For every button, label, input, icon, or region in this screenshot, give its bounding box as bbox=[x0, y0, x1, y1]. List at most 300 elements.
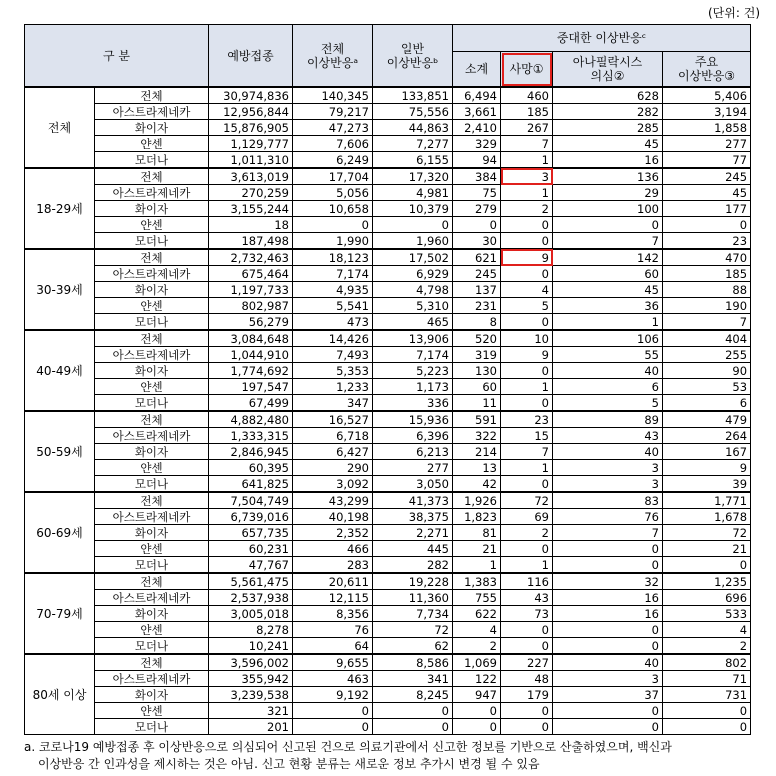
table-row bbox=[25, 411, 751, 428]
value-cell: 802 bbox=[663, 654, 751, 671]
header-subtotal: 소계 bbox=[453, 52, 501, 88]
value-cell: 322 bbox=[453, 428, 501, 444]
value-cell: 6,739,016 bbox=[209, 509, 293, 525]
value-cell: 15 bbox=[501, 428, 553, 444]
value-cell: 94 bbox=[453, 152, 501, 169]
value-cell: 533 bbox=[663, 606, 751, 622]
table-row bbox=[25, 687, 751, 703]
table-row bbox=[25, 395, 751, 412]
value-cell: 675,464 bbox=[209, 266, 293, 282]
footnote-line-2: 이상반응 간 인과성을 제시하는 것은 아님. 신고 현황 분류는 새로운 정보 추가시 변경 될 수 있음 bbox=[38, 757, 540, 771]
value-cell: 72 bbox=[373, 622, 453, 638]
value-cell: 1,173 bbox=[373, 379, 453, 395]
value-cell: 1 bbox=[501, 379, 553, 395]
value-cell: 1,011,310 bbox=[209, 152, 293, 169]
table-body bbox=[25, 87, 751, 735]
value-cell: 7,493 bbox=[293, 347, 373, 363]
value-cell: 5 bbox=[501, 298, 553, 314]
table-row bbox=[25, 638, 751, 655]
vaccine-label: 화이자 bbox=[95, 282, 209, 298]
value-cell: 0 bbox=[663, 719, 751, 735]
vaccine-label: 모더나 bbox=[95, 395, 209, 412]
value-cell: 6,249 bbox=[293, 152, 373, 169]
value-cell: 0 bbox=[553, 703, 663, 719]
table-row bbox=[25, 606, 751, 622]
value-cell: 3,613,019 bbox=[209, 168, 293, 185]
value-cell: 267 bbox=[501, 120, 553, 136]
header-major-ae bbox=[663, 52, 751, 88]
value-cell: 1 bbox=[501, 557, 553, 574]
value-cell: 384 bbox=[453, 168, 501, 185]
value-cell: 321 bbox=[209, 703, 293, 719]
value-cell: 10,241 bbox=[209, 638, 293, 655]
value-cell: 285 bbox=[553, 120, 663, 136]
value-cell: 10,379 bbox=[373, 201, 453, 217]
value-cell: 0 bbox=[293, 217, 373, 233]
value-cell: 1,069 bbox=[453, 654, 501, 671]
value-cell: 190 bbox=[663, 298, 751, 314]
value-cell: 16 bbox=[553, 152, 663, 169]
header-group: 구 분 bbox=[25, 25, 209, 88]
value-cell: 3 bbox=[553, 460, 663, 476]
value-cell: 76 bbox=[293, 622, 373, 638]
value-cell: 696 bbox=[663, 590, 751, 606]
age-group-label: 18-29세 bbox=[25, 168, 95, 249]
value-cell: 13,906 bbox=[373, 330, 453, 347]
value-cell: 282 bbox=[373, 557, 453, 574]
value-cell: 7,504,749 bbox=[209, 492, 293, 509]
value-cell: 3,661 bbox=[453, 104, 501, 120]
vaccine-label: 얀센 bbox=[95, 298, 209, 314]
value-cell: 1 bbox=[501, 460, 553, 476]
header-total-ae-line2: 이상반응ᵃ bbox=[306, 55, 359, 70]
table-row bbox=[25, 525, 751, 541]
table-row bbox=[25, 104, 751, 120]
value-cell: 1,771 bbox=[663, 492, 751, 509]
table-row bbox=[25, 557, 751, 574]
value-cell: 2,410 bbox=[453, 120, 501, 136]
value-cell: 185 bbox=[663, 266, 751, 282]
footnote-line-1: a. 코로나19 예방접종 후 이상반응으로 의심되어 신고된 건으로 의료기관에서 신고한 정보를 기반으로 산출하였으며, 백신과 bbox=[24, 740, 672, 754]
vaccine-label: 화이자 bbox=[95, 606, 209, 622]
vaccine-label: 얀센 bbox=[95, 460, 209, 476]
vaccine-label: 화이자 bbox=[95, 201, 209, 217]
value-cell: 5 bbox=[553, 395, 663, 412]
value-cell: 37 bbox=[553, 687, 663, 703]
value-cell: 16,527 bbox=[293, 411, 373, 428]
value-cell: 264 bbox=[663, 428, 751, 444]
value-cell: 15,876,905 bbox=[209, 120, 293, 136]
value-cell: 7,606 bbox=[293, 136, 373, 152]
value-cell: 38,375 bbox=[373, 509, 453, 525]
value-cell: 185 bbox=[501, 104, 553, 120]
value-cell: 6,494 bbox=[453, 87, 501, 104]
value-cell: 657,735 bbox=[209, 525, 293, 541]
value-cell: 7,734 bbox=[373, 606, 453, 622]
value-cell: 319 bbox=[453, 347, 501, 363]
value-cell: 6,396 bbox=[373, 428, 453, 444]
value-cell: 60,395 bbox=[209, 460, 293, 476]
value-cell: 2 bbox=[663, 638, 751, 655]
value-cell: 72 bbox=[663, 525, 751, 541]
value-cell: 282 bbox=[553, 104, 663, 120]
vaccine-label: 전체 bbox=[95, 573, 209, 590]
age-group-label: 70-79세 bbox=[25, 573, 95, 654]
table-row bbox=[25, 217, 751, 233]
value-cell: 0 bbox=[501, 314, 553, 331]
value-cell: 41,373 bbox=[373, 492, 453, 509]
vaccine-label: 얀센 bbox=[95, 136, 209, 152]
value-cell: 76 bbox=[553, 509, 663, 525]
vaccine-label: 모더나 bbox=[95, 476, 209, 493]
value-cell: 1,383 bbox=[453, 573, 501, 590]
value-cell: 9,655 bbox=[293, 654, 373, 671]
value-cell: 0 bbox=[501, 703, 553, 719]
value-cell: 64 bbox=[293, 638, 373, 655]
value-cell: 4 bbox=[663, 622, 751, 638]
value-cell: 6,213 bbox=[373, 444, 453, 460]
value-cell: 802,987 bbox=[209, 298, 293, 314]
value-cell: 279 bbox=[453, 201, 501, 217]
value-cell: 3,239,538 bbox=[209, 687, 293, 703]
value-cell: 7 bbox=[553, 525, 663, 541]
table-row bbox=[25, 282, 751, 298]
header-major-ae-line1: 주요 bbox=[694, 55, 719, 69]
value-cell: 404 bbox=[663, 330, 751, 347]
value-cell: 0 bbox=[293, 719, 373, 735]
value-cell: 15,936 bbox=[373, 411, 453, 428]
value-cell: 329 bbox=[453, 136, 501, 152]
value-cell: 116 bbox=[501, 573, 553, 590]
value-cell: 1,044,910 bbox=[209, 347, 293, 363]
value-cell: 42 bbox=[453, 476, 501, 493]
value-cell: 4,935 bbox=[293, 282, 373, 298]
table-row bbox=[25, 509, 751, 525]
unit-label: (단위: 건) bbox=[708, 6, 760, 20]
vaccine-label: 전체 bbox=[95, 249, 209, 266]
value-cell: 40 bbox=[553, 444, 663, 460]
value-cell: 45 bbox=[553, 282, 663, 298]
value-cell: 2 bbox=[453, 638, 501, 655]
value-cell: 3,155,244 bbox=[209, 201, 293, 217]
table-row bbox=[25, 460, 751, 476]
value-cell: 8,278 bbox=[209, 622, 293, 638]
value-cell: 13 bbox=[453, 460, 501, 476]
vaccine-label: 화이자 bbox=[95, 363, 209, 379]
value-cell: 7,174 bbox=[373, 347, 453, 363]
vaccine-label: 얀센 bbox=[95, 541, 209, 557]
header-general-ae-line2: 이상반응ᵇ bbox=[386, 55, 439, 70]
value-cell: 23 bbox=[501, 411, 553, 428]
value-cell: 17,502 bbox=[373, 249, 453, 266]
age-group-label: 30-39세 bbox=[25, 249, 95, 330]
vaccine-label: 아스트라제네카 bbox=[95, 266, 209, 282]
value-cell: 177 bbox=[663, 201, 751, 217]
value-cell: 0 bbox=[453, 703, 501, 719]
value-cell: 6,427 bbox=[293, 444, 373, 460]
value-cell: 465 bbox=[373, 314, 453, 331]
table-row bbox=[25, 703, 751, 719]
value-cell: 3,050 bbox=[373, 476, 453, 493]
table-row bbox=[25, 428, 751, 444]
header-vaccinations: 예방접종 bbox=[209, 25, 293, 88]
value-cell: 0 bbox=[501, 217, 553, 233]
value-cell: 4,798 bbox=[373, 282, 453, 298]
value-cell: 73 bbox=[501, 606, 553, 622]
value-cell: 53 bbox=[663, 379, 751, 395]
table-row bbox=[25, 87, 751, 104]
vaccine-label: 아스트라제네카 bbox=[95, 347, 209, 363]
table-row bbox=[25, 492, 751, 509]
value-cell: 6,155 bbox=[373, 152, 453, 169]
vaccine-label: 전체 bbox=[95, 87, 209, 104]
value-cell: 77 bbox=[663, 152, 751, 169]
header-anaphylaxis-line2: 의심② bbox=[590, 69, 625, 83]
value-cell: 130 bbox=[453, 363, 501, 379]
header-anaphylaxis-line1: 아나필락시스 bbox=[572, 55, 643, 69]
value-cell: 3,596,002 bbox=[209, 654, 293, 671]
value-cell: 0 bbox=[501, 476, 553, 493]
table-row bbox=[25, 654, 751, 671]
value-cell: 3,092 bbox=[293, 476, 373, 493]
value-cell: 6,718 bbox=[293, 428, 373, 444]
value-cell: 167 bbox=[663, 444, 751, 460]
value-cell: 0 bbox=[553, 719, 663, 735]
vaccine-label: 아스트라제네카 bbox=[95, 590, 209, 606]
table-row bbox=[25, 444, 751, 460]
table-row bbox=[25, 590, 751, 606]
header-general-ae-line1: 일반 bbox=[400, 41, 425, 56]
vaccine-label: 아스트라제네카 bbox=[95, 104, 209, 120]
value-cell: 5,310 bbox=[373, 298, 453, 314]
value-cell: 11,360 bbox=[373, 590, 453, 606]
value-cell: 947 bbox=[453, 687, 501, 703]
value-cell: 0 bbox=[501, 638, 553, 655]
value-cell: 755 bbox=[453, 590, 501, 606]
value-cell: 29 bbox=[553, 185, 663, 201]
value-cell: 0 bbox=[373, 719, 453, 735]
value-cell: 10,658 bbox=[293, 201, 373, 217]
table-row bbox=[25, 363, 751, 379]
vaccine-label: 화이자 bbox=[95, 525, 209, 541]
table-row bbox=[25, 573, 751, 590]
table-row bbox=[25, 152, 751, 169]
value-cell: 7,174 bbox=[293, 266, 373, 282]
value-cell: 622 bbox=[453, 606, 501, 622]
value-cell: 81 bbox=[453, 525, 501, 541]
age-group-label: 40-49세 bbox=[25, 330, 95, 411]
value-cell: 17,704 bbox=[293, 168, 373, 185]
table-row bbox=[25, 298, 751, 314]
value-cell: 1,774,692 bbox=[209, 363, 293, 379]
value-cell: 60,231 bbox=[209, 541, 293, 557]
value-cell: 470 bbox=[663, 249, 751, 266]
age-group-label: 50-59세 bbox=[25, 411, 95, 492]
vaccine-label: 모더나 bbox=[95, 152, 209, 169]
value-cell: 21 bbox=[453, 541, 501, 557]
value-cell: 479 bbox=[663, 411, 751, 428]
value-cell: 5,353 bbox=[293, 363, 373, 379]
value-cell: 1,960 bbox=[373, 233, 453, 250]
value-cell: 1,197,733 bbox=[209, 282, 293, 298]
value-cell: 1 bbox=[501, 152, 553, 169]
value-cell: 100 bbox=[553, 201, 663, 217]
value-cell: 227 bbox=[501, 654, 553, 671]
value-cell: 0 bbox=[501, 541, 553, 557]
value-cell: 466 bbox=[293, 541, 373, 557]
value-cell: 62 bbox=[373, 638, 453, 655]
value-cell: 43 bbox=[501, 590, 553, 606]
value-cell: 47,767 bbox=[209, 557, 293, 574]
value-cell: 628 bbox=[553, 87, 663, 104]
vaccine-label: 모더나 bbox=[95, 638, 209, 655]
value-cell: 1,235 bbox=[663, 573, 751, 590]
vaccine-label: 모더나 bbox=[95, 314, 209, 331]
value-cell: 0 bbox=[553, 541, 663, 557]
header-total-ae-line1: 전체 bbox=[320, 41, 345, 56]
table-row bbox=[25, 168, 751, 185]
value-cell: 7,277 bbox=[373, 136, 453, 152]
header-total-ae bbox=[293, 25, 373, 88]
vaccine-label: 전체 bbox=[95, 330, 209, 347]
value-cell: 0 bbox=[501, 719, 553, 735]
value-cell: 32 bbox=[553, 573, 663, 590]
value-cell: 255 bbox=[663, 347, 751, 363]
value-cell: 8 bbox=[453, 314, 501, 331]
value-cell: 4,882,480 bbox=[209, 411, 293, 428]
table-row bbox=[25, 201, 751, 217]
vaccine-label: 전체 bbox=[95, 411, 209, 428]
vaccine-label: 전체 bbox=[95, 654, 209, 671]
table-row bbox=[25, 330, 751, 347]
vaccine-label: 얀센 bbox=[95, 622, 209, 638]
value-cell: 3 bbox=[553, 671, 663, 687]
value-cell: 137 bbox=[453, 282, 501, 298]
value-cell: 106 bbox=[553, 330, 663, 347]
footnote bbox=[24, 739, 764, 773]
value-cell: 0 bbox=[553, 622, 663, 638]
vaccine-label: 아스트라제네카 bbox=[95, 671, 209, 687]
table-row bbox=[25, 541, 751, 557]
value-cell: 30 bbox=[453, 233, 501, 250]
vaccine-label: 얀센 bbox=[95, 703, 209, 719]
value-cell: 36 bbox=[553, 298, 663, 314]
value-cell: 4,981 bbox=[373, 185, 453, 201]
value-cell: 75,556 bbox=[373, 104, 453, 120]
value-cell: 5,056 bbox=[293, 185, 373, 201]
value-cell: 5,223 bbox=[373, 363, 453, 379]
value-cell: 142 bbox=[553, 249, 663, 266]
value-cell: 0 bbox=[501, 363, 553, 379]
value-cell: 201 bbox=[209, 719, 293, 735]
value-cell: 14,426 bbox=[293, 330, 373, 347]
value-cell: 11 bbox=[453, 395, 501, 412]
value-cell: 3 bbox=[553, 476, 663, 493]
value-cell: 0 bbox=[501, 233, 553, 250]
value-cell: 7 bbox=[501, 444, 553, 460]
value-cell: 283 bbox=[293, 557, 373, 574]
value-cell: 18,123 bbox=[293, 249, 373, 266]
table-row bbox=[25, 347, 751, 363]
vaccine-label: 화이자 bbox=[95, 687, 209, 703]
value-cell: 133,851 bbox=[373, 87, 453, 104]
header-general-ae bbox=[373, 25, 453, 88]
vaccine-label: 얀센 bbox=[95, 217, 209, 233]
adverse-reaction-table bbox=[24, 24, 751, 735]
value-cell: 0 bbox=[501, 266, 553, 282]
value-cell: 6,929 bbox=[373, 266, 453, 282]
value-cell: 341 bbox=[373, 671, 453, 687]
value-cell: 0 bbox=[501, 622, 553, 638]
value-cell: 3,084,648 bbox=[209, 330, 293, 347]
value-cell: 60 bbox=[553, 266, 663, 282]
value-cell: 0 bbox=[373, 703, 453, 719]
value-cell: 45 bbox=[663, 185, 751, 201]
value-cell: 48 bbox=[501, 671, 553, 687]
value-cell: 9 bbox=[501, 249, 553, 266]
value-cell: 1,926 bbox=[453, 492, 501, 509]
vaccine-label: 얀센 bbox=[95, 379, 209, 395]
table-row bbox=[25, 233, 751, 250]
value-cell: 5,541 bbox=[293, 298, 373, 314]
value-cell: 9 bbox=[501, 347, 553, 363]
value-cell: 18 bbox=[209, 217, 293, 233]
value-cell: 43 bbox=[553, 428, 663, 444]
value-cell: 3 bbox=[501, 168, 553, 185]
value-cell: 245 bbox=[663, 168, 751, 185]
value-cell: 21 bbox=[663, 541, 751, 557]
value-cell: 67,499 bbox=[209, 395, 293, 412]
value-cell: 12,956,844 bbox=[209, 104, 293, 120]
value-cell: 0 bbox=[373, 217, 453, 233]
value-cell: 83 bbox=[553, 492, 663, 509]
value-cell: 71 bbox=[663, 671, 751, 687]
value-cell: 355,942 bbox=[209, 671, 293, 687]
value-cell: 16 bbox=[553, 590, 663, 606]
value-cell: 40,198 bbox=[293, 509, 373, 525]
value-cell: 187,498 bbox=[209, 233, 293, 250]
value-cell: 2,732,463 bbox=[209, 249, 293, 266]
table-row bbox=[25, 476, 751, 493]
value-cell: 39 bbox=[663, 476, 751, 493]
header-major-ae-line2: 이상반응③ bbox=[677, 69, 736, 83]
value-cell: 75 bbox=[453, 185, 501, 201]
value-cell: 5,406 bbox=[663, 87, 751, 104]
value-cell: 9 bbox=[663, 460, 751, 476]
value-cell: 621 bbox=[453, 249, 501, 266]
value-cell: 336 bbox=[373, 395, 453, 412]
value-cell: 6 bbox=[663, 395, 751, 412]
value-cell: 0 bbox=[553, 217, 663, 233]
value-cell: 55 bbox=[553, 347, 663, 363]
value-cell: 0 bbox=[453, 217, 501, 233]
value-cell: 0 bbox=[553, 557, 663, 574]
value-cell: 23 bbox=[663, 233, 751, 250]
value-cell: 2,537,938 bbox=[209, 590, 293, 606]
value-cell: 1,823 bbox=[453, 509, 501, 525]
value-cell: 7 bbox=[501, 136, 553, 152]
value-cell: 5,561,475 bbox=[209, 573, 293, 590]
vaccine-label: 전체 bbox=[95, 168, 209, 185]
value-cell: 44,863 bbox=[373, 120, 453, 136]
vaccine-label: 전체 bbox=[95, 492, 209, 509]
value-cell: 445 bbox=[373, 541, 453, 557]
age-group-label: 80세 이상 bbox=[25, 654, 95, 735]
value-cell: 2 bbox=[501, 201, 553, 217]
value-cell: 197,547 bbox=[209, 379, 293, 395]
value-cell: 0 bbox=[293, 703, 373, 719]
value-cell: 40 bbox=[553, 654, 663, 671]
